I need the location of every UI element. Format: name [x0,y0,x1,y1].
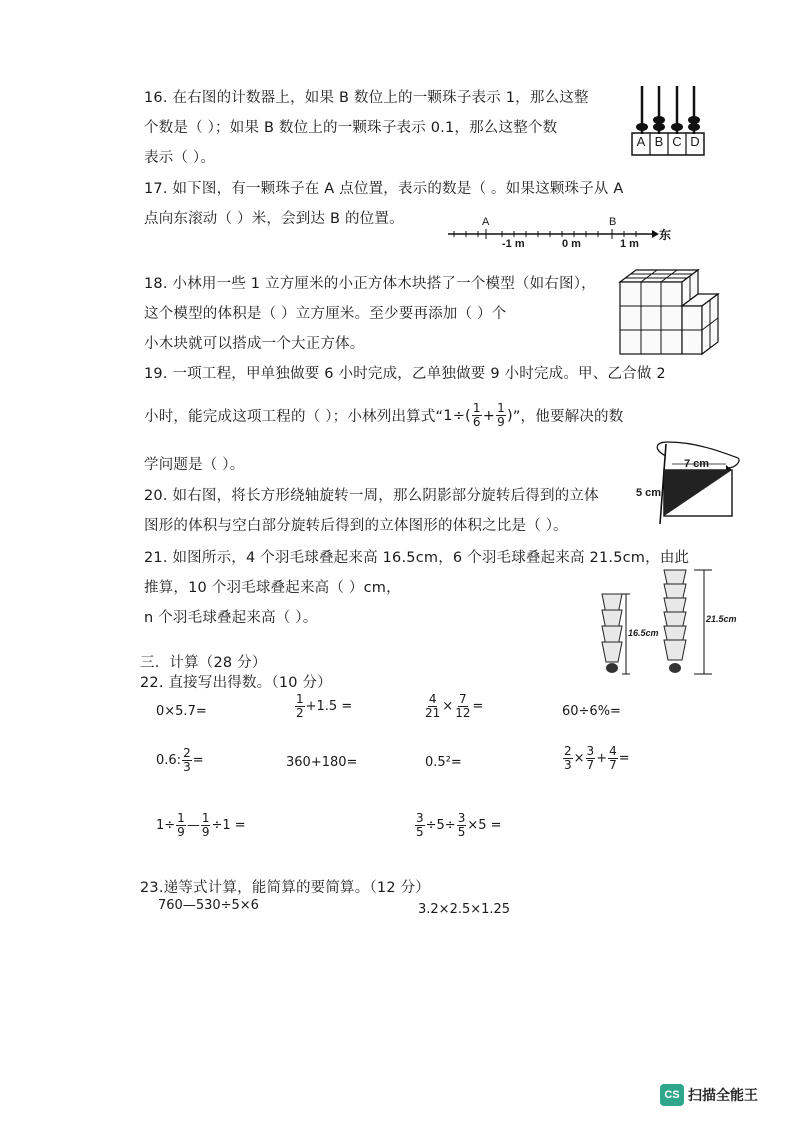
calc-item-1-text: 0×5.7= [156,704,207,719]
q17-line1: 17. 如下图，有一颗珠子在 A 点位置，表示的数是（ 。如果这颗珠子从 A [144,181,624,197]
calc-item-4-text: 60÷6%= [562,704,621,719]
abacus-figure [626,84,710,162]
direction-east-label: 东 [659,228,672,242]
calc-item-9 [156,812,246,839]
calc-item-8-fraction-3: $\frac{4}{7}$ [609,744,617,772]
calc-item-3-fraction-2: $\frac{7}{12}$ [455,692,471,720]
calc-item-7 [425,755,462,770]
q20-width-label: 7 cm [684,458,710,470]
q19-line2-end: ”，他要解决的数 [512,409,624,425]
calc-item-2-tail: +1.5 = [305,699,353,714]
calc-item-3-op: × [442,699,454,714]
section3-heading: 三．计算（28 分） [140,655,267,671]
q23-expression-2-text: 3.2×2.5×1.25 [418,902,511,917]
abacus-label-a: A [636,134,646,149]
calc-item-10-fraction-1: $\frac{3}{5}$ [416,811,424,839]
q16-line1: 16. 在右图的计数器上，如果 B 数位上的一颗珠子表示 1，那么这整 [144,90,589,106]
scanner-logo-text: 扫描全能王 [688,1088,758,1104]
q19-line2 [144,402,623,429]
calc-item-9-fraction-2: $\frac{1}{9}$ [201,811,210,839]
tick-1-label: 1 m [620,238,639,250]
calc-item-9-lead: 1÷ [156,818,176,833]
scanner-watermark-logo [660,1084,758,1106]
calc-item-8-fraction-2: $\frac{3}{7}$ [586,744,595,772]
q19-fraction-1: $\frac{1}{6}$ [472,401,481,429]
abacus-label-c: C [672,134,682,149]
q20-height-label: 5 cm [636,487,662,499]
calc-item-8-op-2: + [596,751,608,766]
calc-item-10-mid: ÷5÷ [425,818,456,833]
scanner-logo-icon: CS [660,1084,684,1106]
q18-line3: 小木块就可以搭成一个大正方体。 [144,336,365,352]
q19-formula-lead: 1÷( [443,407,471,424]
abacus-label-b: B [654,134,664,149]
q21-line3: n 个羽毛球叠起来高（ ）。 [144,610,318,626]
q19-line1: 19. 一项工程，甲单独做要 6 小时完成，乙单独做要 9 小时完成。甲、乙合做 2 [144,366,666,382]
calc-item-3-tail: = [472,699,484,714]
q22-title: 22. 直接写出得数。（10 分） [140,675,332,691]
calc-item-2-fraction: $\frac{1}{2}$ [296,692,304,720]
calc-item-10 [414,812,502,839]
cube-model-figure [612,268,730,358]
calc-item-1 [156,704,207,719]
tick-0-label: 0 m [562,238,581,250]
q20-line1: 20. 如右图，将长方形绕轴旋转一周，那么阴影部分旋转后得到的立体 [144,488,599,504]
q23-expression-1 [158,898,259,913]
rotation-rectangle-figure [636,440,746,530]
calc-item-5 [156,747,204,774]
q21-line1: 21. 如图所示，4 个羽毛球叠起来高 16.5cm，6 个羽毛球叠起来高 21.5cm，由此 [144,550,690,566]
q18-line2: 这个模型的体积是（ ）立方厘米。至少要再添加（ ）个 [144,306,507,322]
q19-fraction-2: $\frac{1}{9}$ [497,401,505,429]
calc-item-8-op-1: × [573,751,585,766]
q23-title: 23.递等式计算，能简算的要简算。（12 分） [140,880,430,896]
calc-item-10-tail: ×5 = [467,818,502,833]
q19-formula-tail: ) [506,407,513,424]
calc-item-9-op: — [186,818,200,833]
calc-item-5-tail: = [192,753,204,768]
abacus-label-d: D [690,134,700,149]
tick-minus1-label: -1 m [502,238,525,250]
calc-item-6-text: 360+180= [286,755,358,770]
calc-item-9-fraction-1: $\frac{1}{9}$ [177,811,185,839]
q20-line2: 图形的体积与空白部分旋转后得到的立体图形的体积之比是（ ）。 [144,518,568,534]
calc-item-8 [562,745,630,772]
calc-item-10-fraction-2: $\frac{3}{5}$ [457,811,466,839]
calc-item-5-fraction: $\frac{2}{3}$ [183,746,191,774]
calc-item-7-text: 0.5²= [425,755,462,770]
point-b-label: B [609,216,617,228]
q16-line3: 表示（ ）。 [144,150,216,166]
q19-line3: 学问题是（ ）。 [144,457,245,473]
calc-item-6 [286,755,357,770]
shuttlecock-stacks-figure [594,564,744,684]
q17-line2: 点向东滚动（ ）米，会到达 B 的位置。 [144,211,404,227]
tall-stack-height-label: 21.5cm [706,614,737,624]
q23-expression-1-text: 760—530÷5×6 [158,898,259,913]
calc-item-8-fraction-1: $\frac{2}{3}$ [564,744,572,772]
point-a-label: A [482,216,490,228]
calc-item-8-tail: = [618,751,630,766]
calc-item-9-tail: ÷1 = [211,818,246,833]
calc-item-2 [294,693,352,720]
calc-item-4 [562,704,621,719]
q23-expression-2 [418,902,510,917]
short-stack-height-label: 16.5cm [628,628,659,638]
q16-line2: 个数是（ ）；如果 B 数位上的一颗珠子表示 0.1，那么这整个数 [144,120,558,136]
q21-line2: 推算，10 个羽毛球叠起来高（ ）cm， [144,580,401,596]
q19-formula-plus: + [482,407,496,424]
q18-line1: 18. 小林用一些 1 立方厘米的小正方体木块搭了一个模型（如右图）， [144,276,596,292]
calc-item-3 [423,693,483,720]
q19-line2-start: 小时，能完成这项工程的（ ）；小林列出算式“ [144,409,444,425]
calc-item-3-fraction-1: $\frac{4}{21}$ [425,692,441,720]
calc-item-5-lead: 0.6: [156,753,182,768]
